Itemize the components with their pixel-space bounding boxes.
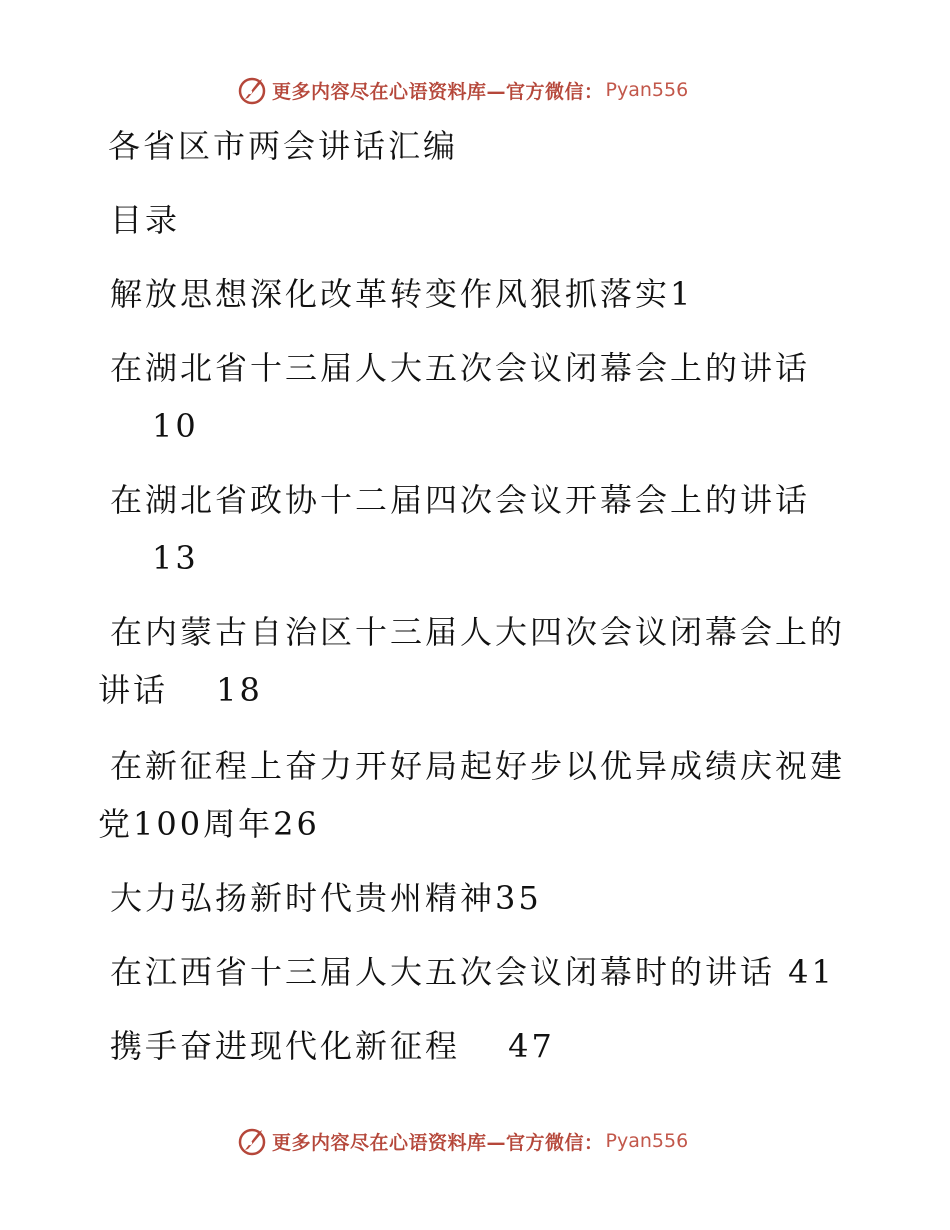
toc-entry-5[interactable]: 在新征程上奋力开好局起好步以优异成绩庆祝建 bbox=[110, 747, 846, 785]
toc-entry-5-cont[interactable]: 党100周年26 bbox=[98, 805, 320, 843]
quill-logo-icon bbox=[236, 74, 268, 106]
banner-wechat-id: Pyan556 bbox=[605, 79, 689, 101]
toc-entry-1[interactable]: 解放思想深化改革转变作风狠抓落实1 bbox=[110, 275, 694, 313]
footer-banner bbox=[236, 1124, 688, 1158]
banner-text: 更多内容尽在心语资料库—官方微信： bbox=[272, 1131, 604, 1154]
banner-text: 更多内容尽在心语资料库—官方微信： bbox=[272, 80, 604, 103]
toc-entry-4-cont[interactable]: 讲话 18 bbox=[98, 671, 263, 709]
doc-title: 各省区市两会讲话汇编 bbox=[108, 127, 459, 165]
header-banner bbox=[236, 73, 688, 107]
toc-entry-3-page[interactable]: 13 bbox=[152, 539, 199, 577]
toc-entry-3[interactable]: 在湖北省政协十二届四次会议开幕会上的讲话 bbox=[110, 481, 811, 519]
toc-entry-2-page[interactable]: 10 bbox=[152, 407, 199, 445]
quill-logo-icon bbox=[236, 1125, 268, 1157]
toc-entry-4[interactable]: 在内蒙古自治区十三届人大四次会议闭幕会上的 bbox=[110, 613, 846, 651]
toc-entry-7[interactable]: 在江西省十三届人大五次会议闭幕时的讲话 41 bbox=[110, 953, 835, 991]
banner-wechat-id: Pyan556 bbox=[605, 1130, 689, 1152]
toc-entry-8[interactable]: 携手奋进现代化新征程 47 bbox=[110, 1027, 555, 1065]
toc-heading: 目录 bbox=[110, 201, 181, 239]
toc-entry-2[interactable]: 在湖北省十三届人大五次会议闭幕会上的讲话 bbox=[110, 349, 811, 387]
toc-entry-6[interactable]: 大力弘扬新时代贵州精神35 bbox=[110, 879, 542, 917]
